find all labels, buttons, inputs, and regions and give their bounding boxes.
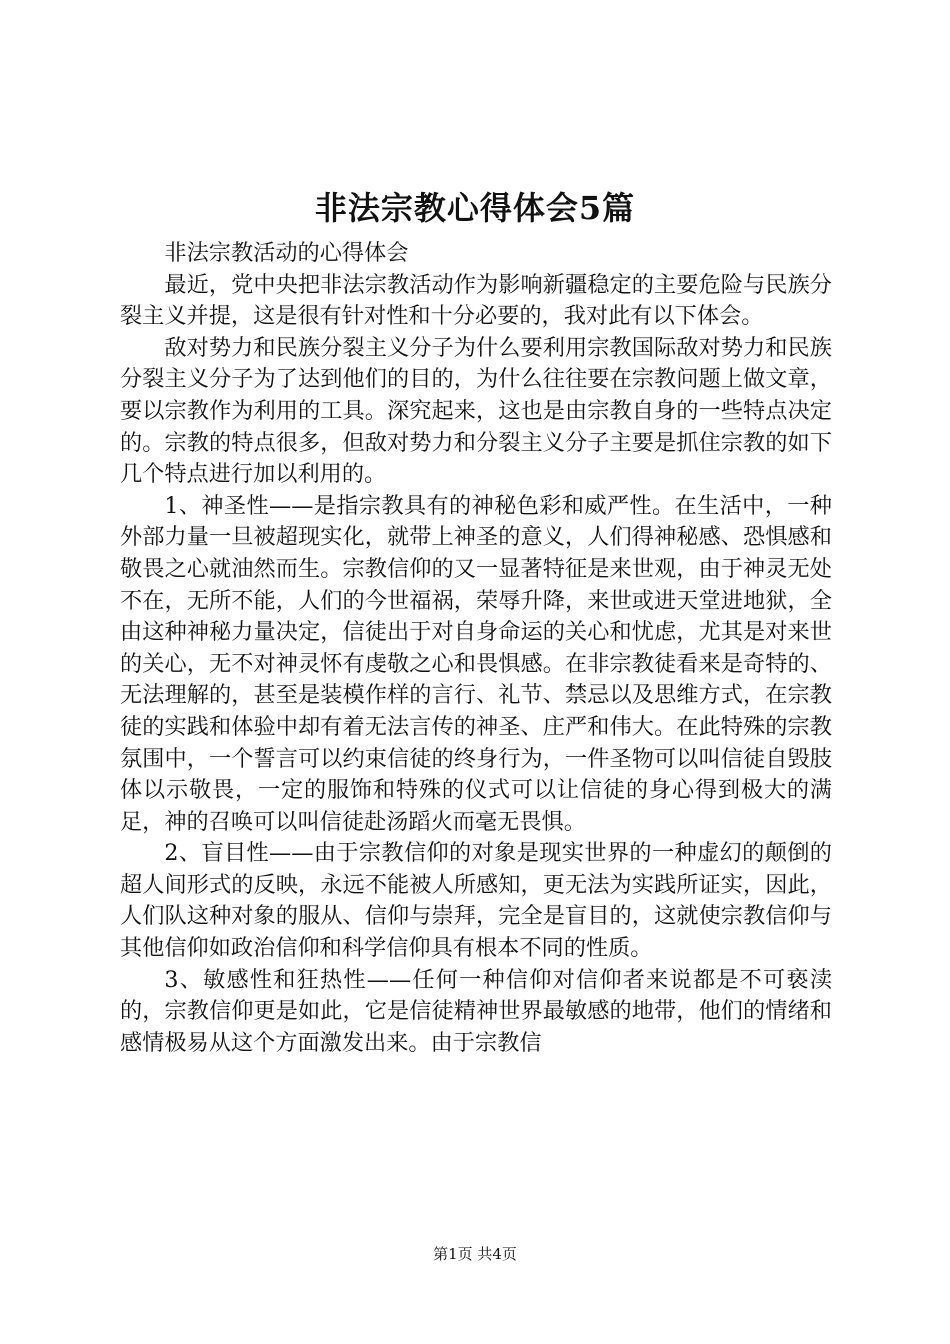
section-heading: 非法宗教活动的心得体会 [164, 240, 409, 266]
page-footer: 第1页 共4页 [433, 1245, 517, 1263]
document-title: 非法宗教心得体会5篇 [314, 189, 636, 227]
paragraph-point-1: 1、神圣性——是指宗教具有的神秘色彩和威严性。在生活中，一种外部力量一旦被超现实化，就带上神圣的意义，人们得神秘感、恐惧感和敬畏之心就油然而生。宗教信仰的又一显著特征是来世观，由于神灵无处不在，无所不能，人们的今世福祸，荣辱升降，来世或进天堂进地狱，全由这种神秘力量决定，信徒出于对自身命运的关心和忧虑，尤其是对来世的关心，无不对神灵怀有虔敬之心和畏惧感。在非宗教徒看来是奇特的、无法理解的，甚至是装模作样的言行、礼节、禁忌以及思维方式，在宗教徒的实践和体验中却有着无法言传的神圣、庄严和伟大。在此特殊的宗教氛围中，一个誓言可以约束信徒的终身行为，一件圣物可以叫信徒自毁肢体以示敬畏，一定的服饰和特殊的仪式可以让信徒的身心得到极大的满足，神的召唤可以叫信徒赴汤蹈火而毫无畏惧。 [120, 492, 832, 835]
paragraph-point-2: 2、盲目性——由于宗教信仰的对象是现实世界的一种虚幻的颠倒的超人间形式的反映，永远不能被人所感知，更无法为实践所证实，因此，人们队这种对象的服从、信仰与崇拜，完全是盲目的，这就使宗教信仰与其他信仰如政治信仰和科学信仰具有根本不同的性质。 [120, 840, 832, 962]
paragraph-reasons: 敌对势力和民族分裂主义分子为什么要利用宗教国际敌对势力和民族分裂主义分子为了达到他们的目的，为什么往往要在宗教问题上做文章，要以宗教作为利用的工具。深究起来，这也是由宗教自身的一些特点决定的。宗教的特点很多，但敌对势力和分裂主义分子主要是抓住宗教的如下几个特点进行加以利用的。 [120, 334, 832, 488]
paragraph-intro: 最近，党中央把非法宗教活动作为影响新疆稳定的主要危险与民族分裂主义并提，这是很有针对性和十分必要的，我对此有以下体会。 [120, 271, 832, 330]
paragraph-point-3: 3、敏感性和狂热性——任何一种信仰对信仰者来说都是不可亵渎的，宗教信仰更是如此，它是信徒精神世界最敏感的地带，他们的情绪和感情极易从这个方面激发出来。由于宗教信 [120, 966, 832, 1056]
document-body [120, 238, 832, 1059]
